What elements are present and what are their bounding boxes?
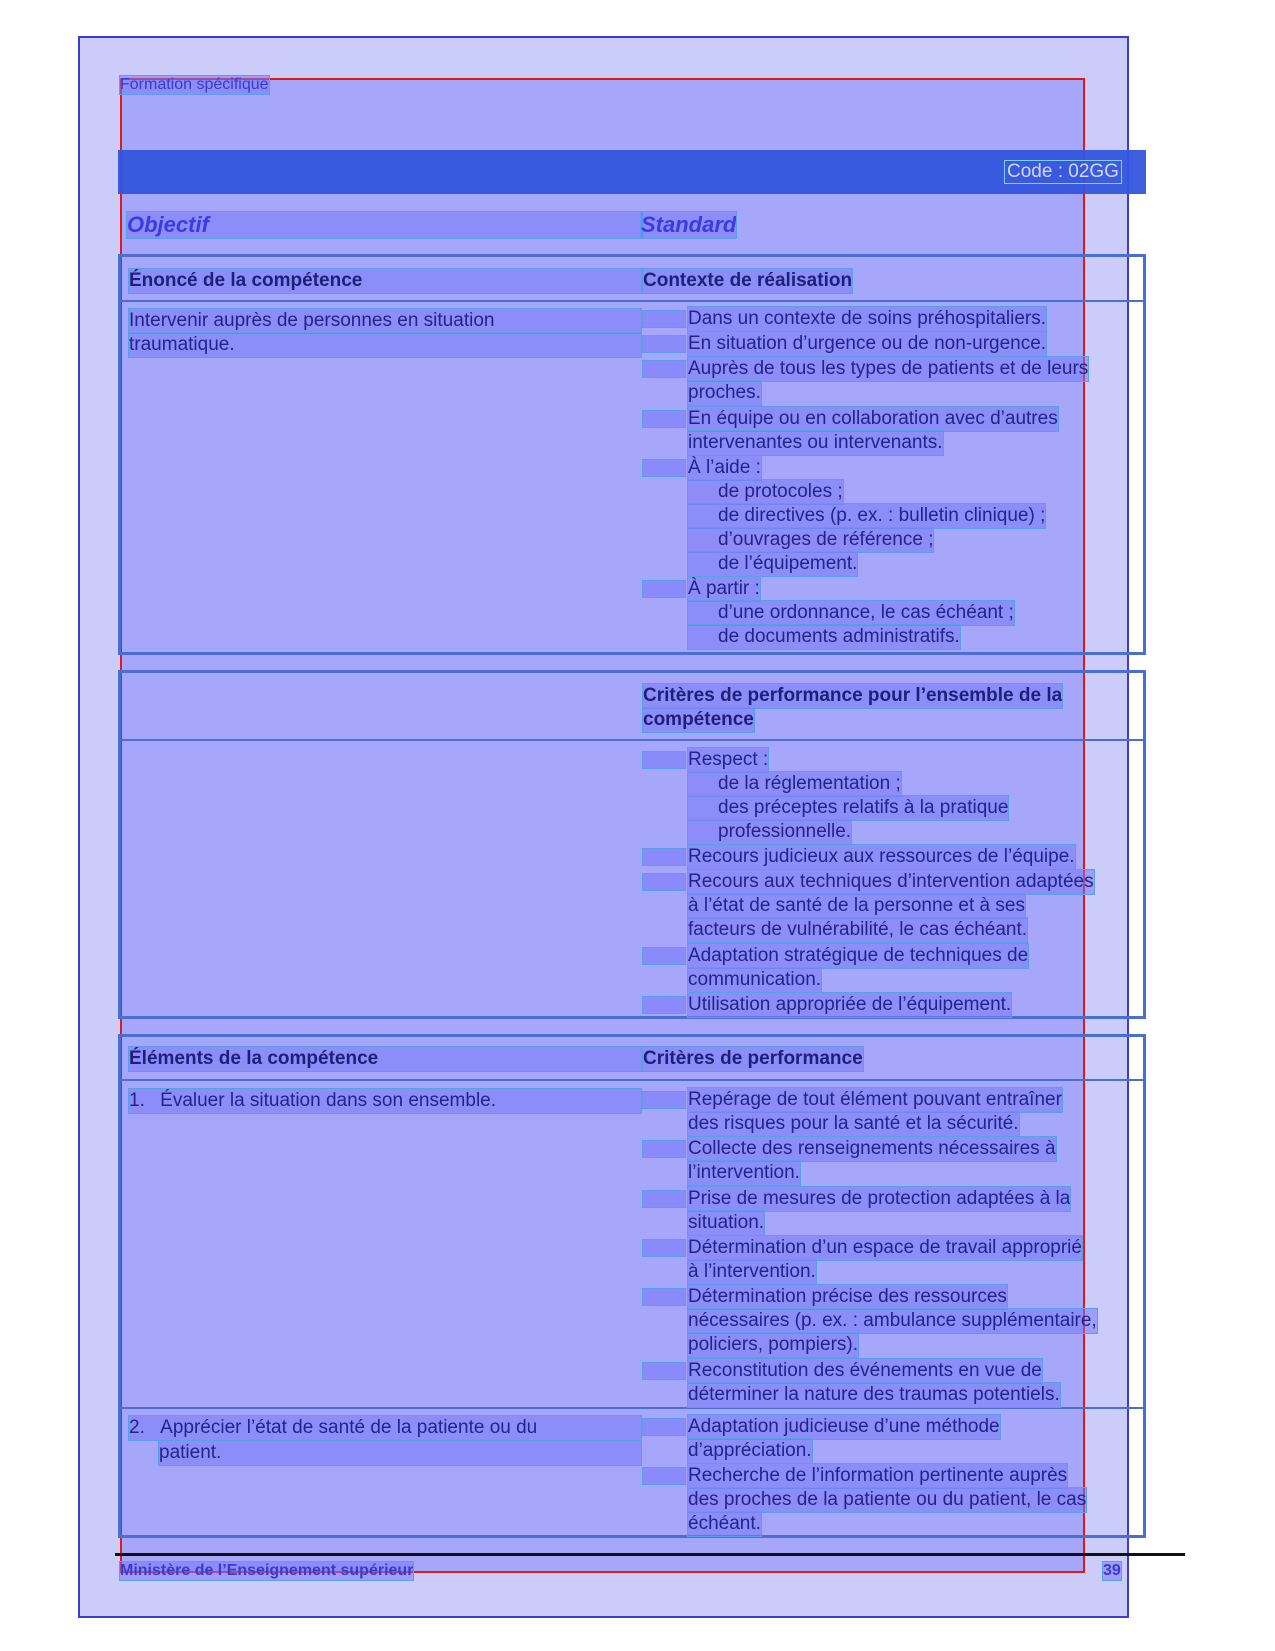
- bullet-marker: [643, 874, 685, 890]
- criteria-item-continued: communication.: [688, 969, 822, 990]
- context-item-continued: proches.: [688, 382, 761, 403]
- element-2: [129, 1416, 641, 1440]
- performance-item-continued: d’appréciation.: [688, 1440, 812, 1461]
- element-1-number: 1.: [129, 1090, 145, 1111]
- performance-item: Détermination d’un espace de travail approprié: [688, 1237, 1082, 1258]
- criteria-subitem-continued: professionnelle.: [688, 820, 851, 844]
- bullet-marker: [643, 1191, 685, 1207]
- standard-column-title: Standard: [641, 212, 737, 237]
- bullet-marker: [643, 336, 685, 352]
- context-subitem: d’ouvrages de référence ;: [688, 528, 933, 552]
- performance-item-continued: à l’intervention.: [688, 1261, 816, 1282]
- performance-item-continued: déterminer la nature des traumas potentiels.: [688, 1384, 1060, 1405]
- context-item: À partir :: [688, 578, 760, 599]
- bullet-marker: [643, 1141, 685, 1157]
- performance-item: Détermination précise des ressources: [688, 1286, 1007, 1307]
- bullet-marker: [643, 460, 685, 476]
- performance-item: Reconstitution des événements en vue de: [688, 1360, 1042, 1381]
- element-1: [129, 1089, 641, 1113]
- objective-column-title: Objectif: [127, 212, 642, 238]
- criteria-item-continued: à l’état de santé de la personne et à ses: [688, 895, 1025, 916]
- element-1-text: Évaluer la situation dans son ensemble.: [160, 1090, 497, 1111]
- bullet-marker: [643, 311, 685, 327]
- element-divider: [118, 1407, 1146, 1409]
- competence-statement-header: Énoncé de la compétence: [129, 269, 641, 293]
- performance-item-continued: des risques pour la santé et la sécurité.: [688, 1113, 1019, 1134]
- context-subitem: de directives (p. ex. : bulletin clinique) ;: [688, 504, 1045, 528]
- performance-item: Collecte des renseignements nécessaires à: [688, 1138, 1056, 1159]
- code-label: Code : 02GG: [1007, 161, 1119, 182]
- context-item: À l’aide :: [688, 457, 761, 478]
- criteria-item: Recours judicieux aux ressources de l’équipe.: [688, 846, 1075, 867]
- page-number: 39: [1103, 1562, 1121, 1579]
- context-subitem: de protocoles ;: [688, 480, 843, 504]
- bullet-marker: [643, 997, 685, 1013]
- criteria-subitem: de la réglementation ;: [688, 772, 901, 796]
- context-subitem: d’une ordonnance, le cas échéant ;: [688, 601, 1014, 625]
- bullet-marker: [643, 948, 685, 964]
- section1-divider: [118, 300, 1146, 302]
- bullet-marker: [643, 411, 685, 427]
- section3-divider: [118, 1079, 1146, 1081]
- competence-statement-line2: traumatique.: [129, 333, 641, 357]
- section2-divider: [118, 739, 1146, 741]
- code-band: [118, 150, 1146, 194]
- overall-criteria-header-line1: Critères de performance pour l’ensemble de la: [643, 685, 1063, 706]
- bullet-marker: [643, 752, 685, 768]
- context-item: Auprès de tous les types de patients et de leurs: [688, 358, 1089, 379]
- context-item-continued: intervenantes ou intervenants.: [688, 432, 943, 453]
- context-item: En équipe ou en collaboration avec d’autres: [688, 408, 1058, 429]
- bullet-marker: [643, 1363, 685, 1379]
- context-item: Dans un contexte de soins préhospitaliers.: [688, 308, 1047, 329]
- criteria-item: Recours aux techniques d’intervention adaptées: [688, 871, 1094, 892]
- header-title: Formation spécifique: [120, 76, 269, 93]
- bullet-marker: [643, 849, 685, 865]
- context-header: Contexte de réalisation: [643, 270, 853, 291]
- context-item: En situation d’urgence ou de non-urgence.: [688, 333, 1047, 354]
- performance-item: Adaptation judicieuse d’une méthode: [688, 1416, 1000, 1437]
- element-2-number: 2.: [129, 1417, 145, 1438]
- bullet-marker: [643, 1468, 685, 1484]
- bullet-marker: [643, 581, 685, 597]
- element-2-text-line2: patient.: [159, 1441, 641, 1465]
- performance-item-continued: l’intervention.: [688, 1162, 800, 1183]
- overall-criteria-header-line2: compétence: [643, 709, 754, 730]
- performance-item-continued: situation.: [688, 1212, 765, 1233]
- criteria-item: Respect :: [688, 749, 769, 770]
- performance-item: Prise de mesures de protection adaptées à la: [688, 1188, 1071, 1209]
- element-2-text-line1: Apprécier l’état de santé de la patiente ou du: [160, 1417, 538, 1438]
- competence-statement-line1: Intervenir auprès de personnes en situation: [129, 309, 641, 333]
- footer-ministry: Ministère de l’Enseignement supérieur: [120, 1562, 414, 1579]
- performance-item-continued: nécessaires (p. ex. : ambulance supplémentaire,: [688, 1310, 1097, 1331]
- performance-item: Repérage de tout élément pouvant entraîner: [688, 1089, 1062, 1110]
- performance-item-continued: échéant.: [688, 1513, 761, 1534]
- criteria-item: Utilisation appropriée de l’équipement.: [688, 994, 1012, 1015]
- criteria-subitem: des préceptes relatifs à la pratique: [688, 796, 1008, 820]
- performance-criteria-header: Critères de performance: [643, 1048, 863, 1069]
- criteria-item: Adaptation stratégique de techniques de: [688, 945, 1029, 966]
- footer-rule: [115, 1553, 1185, 1556]
- bullet-marker: [643, 361, 685, 377]
- context-subitem: de l’équipement.: [688, 552, 857, 576]
- context-subitem: de documents administratifs.: [688, 625, 960, 649]
- bullet-marker: [643, 1289, 685, 1305]
- bullet-marker: [643, 1419, 685, 1435]
- bullet-marker: [643, 1240, 685, 1256]
- performance-item-continued: policiers, pompiers).: [688, 1334, 858, 1355]
- performance-item: Recherche de l’information pertinente auprès: [688, 1465, 1068, 1486]
- criteria-item-continued: facteurs de vulnérabilité, le cas échéant.: [688, 919, 1028, 940]
- bullet-marker: [643, 1092, 685, 1108]
- elements-header: Éléments de la compétence: [129, 1047, 641, 1071]
- performance-item-continued: des proches de la patiente ou du patient, le cas: [688, 1489, 1087, 1510]
